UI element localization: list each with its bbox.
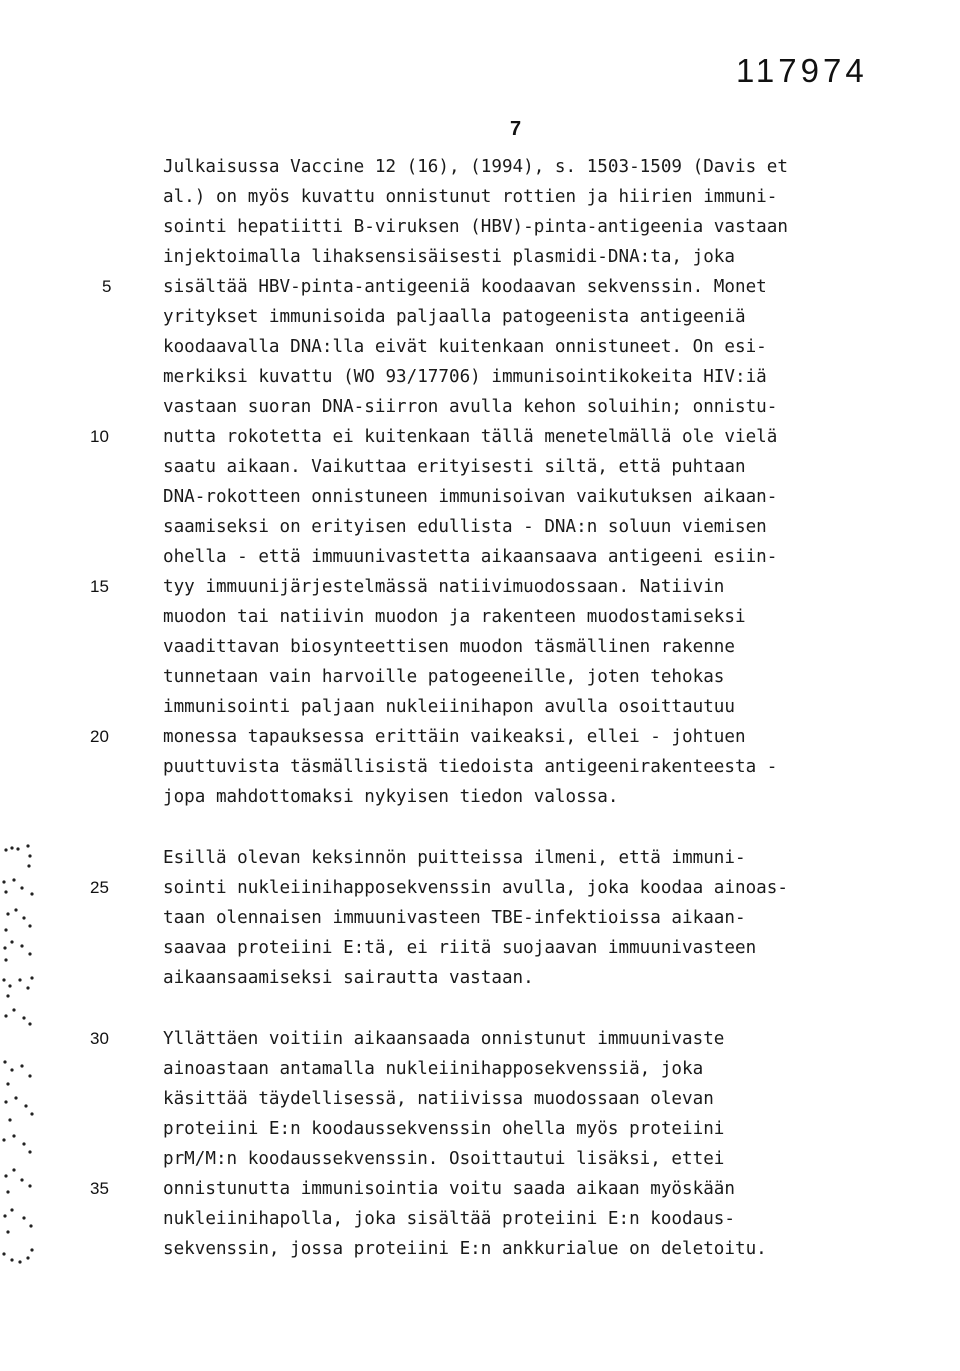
text-line: saatu aikaan. Vaikuttaa erityisesti siltä, että puhtaan: [163, 457, 746, 477]
text-line: proteiini E:n koodaussekvenssin ohella myös proteiini: [163, 1119, 725, 1139]
text-line: injektoimalla lihaksensisäisesti plasmidi-DNA:ta, joka: [163, 247, 735, 267]
text-line: sekvenssin, jossa proteiini E:n ankkurialue on deletoitu.: [163, 1239, 767, 1259]
text-line: Esillä olevan keksinnön puitteissa ilmeni, että immuni-: [163, 848, 746, 868]
text-line: tunnetaan vain harvoille patogeeneille, joten tehokas: [163, 667, 725, 687]
text-line: Yllättäen voitiin aikaansaada onnistunut immuunivaste: [163, 1029, 725, 1049]
text-line: ohella - että immuunivastetta aikaansaava antigeeni esiin-: [163, 547, 778, 567]
text-line: käsittää täydellisessä, natiivissa muodossaan olevan: [163, 1089, 714, 1109]
text-line: ainoastaan antamalla nukleiinihapposekvenssiä, joka: [163, 1059, 704, 1079]
text-line: jopa mahdottomaksi nykyisen tiedon valossa.: [163, 787, 619, 807]
text-line: muodon tai natiivin muodon ja rakenteen muodostamiseksi: [163, 607, 746, 627]
text-line: nukleiinihapolla, joka sisältää proteiini E:n koodaus-: [163, 1209, 735, 1229]
text-line: vaadittavan biosynteettisen muodon täsmällinen rakenne: [163, 637, 735, 657]
line-number: 30: [90, 1029, 109, 1048]
text-line: aikaansaamiseksi sairautta vastaan.: [163, 968, 534, 988]
text-line: puuttuvista täsmällisistä tiedoista antigeenirakenteesta -: [163, 757, 778, 777]
text-line: taan olennaisen immuunivasteen TBE-infektioissa aikaan-: [163, 908, 746, 928]
text-line: onnistunutta immunisointia voitu saada aikaan myöskään: [163, 1179, 735, 1199]
margin-dot-pattern: [0, 840, 40, 1280]
text-line: saavaa proteiini E:tä, ei riitä suojaavan immuunivasteen: [163, 938, 757, 958]
line-number: 15: [90, 577, 109, 596]
text-line: sisältää HBV-pinta-antigeeniä koodaavan sekvenssin. Monet: [163, 277, 767, 297]
text-line: nutta rokotetta ei kuitenkaan tällä menetelmällä ole vielä: [163, 427, 778, 447]
text-line: merkiksi kuvattu (WO 93/17706) immunisointikokeita HIV:iä: [163, 367, 767, 387]
text-line: yritykset immunisoida paljaalla patogeenista antigeeniä: [163, 307, 746, 327]
text-line: koodaavalla DNA:lla eivät kuitenkaan onnistuneet. On esi-: [163, 337, 767, 357]
line-number: 10: [90, 427, 109, 446]
text-line: tyy immuunijärjestelmässä natiivimuodossaan. Natiivin: [163, 577, 725, 597]
text-line: vastaan suoran DNA-siirron avulla kehon soluihin; onnistu-: [163, 397, 778, 417]
line-number: 25: [90, 878, 109, 897]
line-number: 5: [102, 277, 112, 296]
text-line: al.) on myös kuvattu onnistunut rottien ja hiirien immuni-: [163, 187, 778, 207]
text-line: sointi nukleiinihapposekvenssin avulla, joka koodaa ainoas-: [163, 878, 788, 898]
text-line: prM/M:n koodaussekvenssin. Osoittautui lisäksi, ettei: [163, 1149, 725, 1169]
text-line: immunisointi paljaan nukleiinihapon avulla osoittautuu: [163, 697, 735, 717]
text-line: monessa tapauksessa erittäin vaikeaksi, ellei - johtuen: [163, 727, 746, 747]
document-number: 117974: [736, 52, 868, 89]
text-line: saamiseksi on erityisen edullista - DNA:n soluun viemisen: [163, 517, 767, 537]
text-line: sointi hepatiitti B-viruksen (HBV)-pinta-antigeenia vastaan: [163, 217, 788, 237]
page-number: 7: [510, 118, 522, 140]
line-number: 20: [90, 727, 109, 746]
line-number: 35: [90, 1179, 109, 1198]
text-line: DNA-rokotteen onnistuneen immunisoivan vaikutuksen aikaan-: [163, 487, 778, 507]
text-line: Julkaisussa Vaccine 12 (16), (1994), s. 1503-1509 (Davis et: [163, 157, 788, 177]
